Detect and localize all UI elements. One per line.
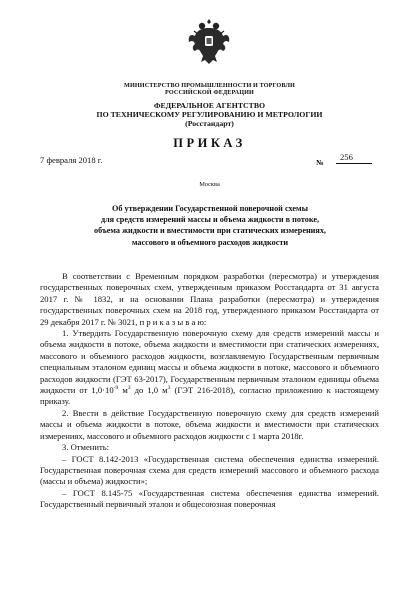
agency-line1: ФЕДЕРАЛЬНОЕ АГЕНТСТВО bbox=[153, 101, 266, 110]
ministry-line1: МИНИСТЕРСТВО ПРОМЫШЛЕННОСТИ И ТОРГОВЛИ bbox=[124, 82, 295, 89]
item-1-exponent-3: 3 bbox=[167, 385, 171, 392]
coat-of-arms-icon bbox=[186, 16, 232, 68]
city-label: Москва bbox=[199, 181, 220, 188]
agency-heading bbox=[40, 101, 379, 128]
order-number: 256 bbox=[336, 152, 372, 164]
order-date: 7 февраля 2018 г. bbox=[40, 155, 103, 165]
item-1-exponent-2: 3 bbox=[127, 385, 131, 392]
item-1-paragraph bbox=[40, 328, 379, 408]
ministry-line2: РОССИЙСКОЙ ФЕДЕРАЦИИ bbox=[165, 89, 254, 97]
item-3a-paragraph: – ГОСТ 8.142-2013 «Государственная система обеспечения единства измерений. Государственная поверочная схема для средств измерений массового и объемного расхода (массы и объема) жидкости»; bbox=[40, 453, 379, 487]
subject-line3: объема жидкости и вместимости при статических измерениях, bbox=[94, 226, 326, 236]
subject-line4: массового и объемного расходов жидкости bbox=[131, 237, 289, 247]
item-2-paragraph: 2. Ввести в действие Государственную поверочную схему для средств измерений массы и объема жидкости в потоке, объема жидкости и вместимости при статических измерениях, массового и объемного расходов жидкости с 1 марта 2018г. bbox=[40, 407, 379, 441]
item-1-text-d: (ГЭТ 216-2018), согласно приложению к настоящему приказу. bbox=[40, 385, 380, 407]
document-type-title: ПРИКАЗ bbox=[173, 136, 246, 150]
item-3b-paragraph: – ГОСТ 8.145-75 «Государственная система обеспечения единства измерений. Государственный первичный эталон и общесоюзная поверочная bbox=[40, 487, 379, 510]
order-subject bbox=[60, 203, 360, 248]
subject-line1: Об утверждении Государственной поверочной схемы bbox=[112, 204, 308, 213]
item-3-paragraph: 3. Отменить: bbox=[62, 442, 110, 453]
order-body bbox=[40, 271, 379, 511]
number-sign: № bbox=[316, 158, 324, 167]
item-1-text-a: 1. Утвердить Государственную поверочную схему для средств измерений массы и объема жидкости в потоке, объема жидкости и вместимости при статических измерениях, массового и объемного расходов жидкости, возглавляемую Государственным первичным специальным эталоном единиц массы и объема жидкости в потоке, массового и объемного расходов жидкости (ГЭТ 63-2017), Государственным первичным эталоном единицы объема жидкости от 1,0·10 bbox=[40, 328, 379, 396]
item-1-text-c: до 1,0 м bbox=[130, 385, 168, 396]
agency-line3: (Росстандарт) bbox=[185, 119, 234, 128]
agency-line2: ПО ТЕХНИЧЕСКОМУ РЕГУЛИРОВАНИЮ И МЕТРОЛОГИИ bbox=[96, 110, 323, 119]
item-1-text-b: м bbox=[118, 385, 128, 396]
item-1-exponent-1: -9 bbox=[113, 385, 119, 392]
preamble-paragraph: В соответствии с Временным порядком разработки (пересмотра) и утверждения государственных поверочных схем, утвержденным приказом Росстандарта от 31 августа 2017 г. № 1832, и на основании Плана разработки (пересмотра) и утверждения государственных поверочных схем на 2018 год, утвержденного приказом Росстандарта от 29 декабря 2017 г. № 3021, п р и к а з ы в а ю: bbox=[40, 271, 379, 327]
subject-line2: для средств измерений массы и объема жидкости в потоке, bbox=[100, 215, 320, 225]
ministry-heading bbox=[40, 82, 379, 97]
